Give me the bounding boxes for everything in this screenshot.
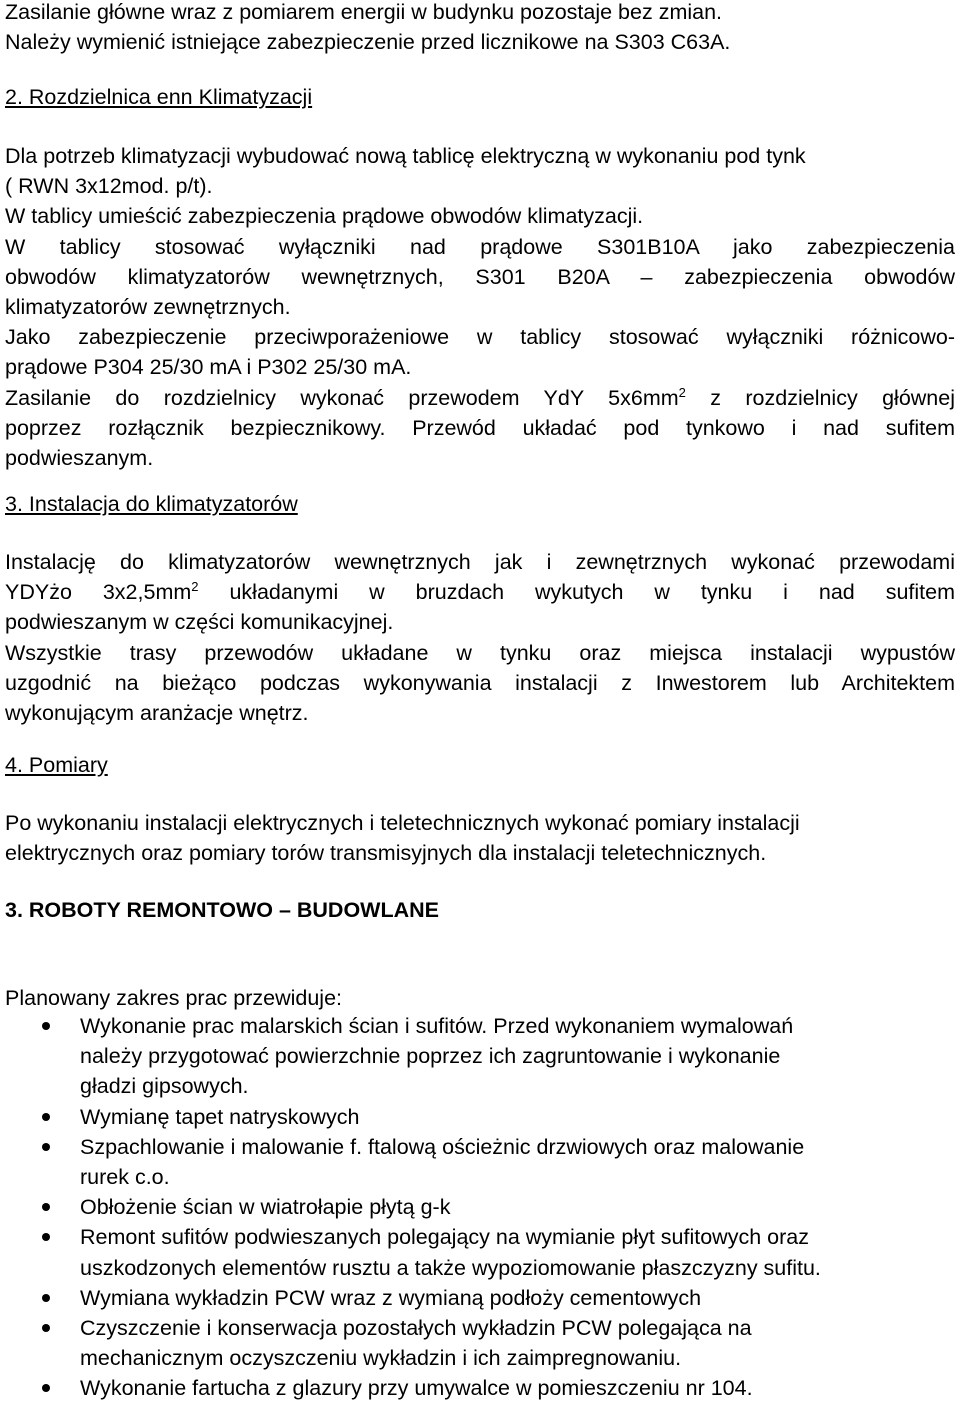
paragraph-line: Jako zabezpieczenie przeciwporażeniowe w tablicy stosować wyłączniki różnicowo-	[5, 325, 955, 350]
list-item	[0, 1283, 960, 1313]
paragraph-line: klimatyzatorów zewnętrznych.	[5, 295, 291, 320]
bullet-icon	[42, 1294, 50, 1302]
text-run: z rozdzielnicy głównej	[685, 385, 955, 410]
list-item	[0, 1222, 960, 1282]
bullet-icon	[42, 1203, 50, 1211]
intro-paragraph	[5, 0, 955, 57]
list-item-line: należy przygotować powierzchnie poprzez ich zagruntowanie i wykonanie	[80, 1044, 781, 1069]
bullet-icon	[42, 1324, 50, 1332]
paragraph-line: Dla potrzeb klimatyzacji wybudować nową tablicę elektryczną w wykonaniu pod tynk	[5, 144, 806, 168]
list-item-line: Obłożenie ścian w wiatrołapie płytą g-k	[80, 1195, 451, 1220]
paragraph-line: podwieszanym w części komunikacyjnej.	[5, 610, 394, 635]
paragraph-line: elektrycznych oraz pomiary torów transmisyjnych dla instalacji teletechnicznych.	[5, 841, 767, 866]
list-item-line: Remont sufitów podwieszanych polegający na wymianie płyt sufitowych oraz	[80, 1225, 809, 1250]
bullet-icon	[42, 1113, 50, 1121]
bullet-icon	[42, 1384, 50, 1392]
list-item-line: Szpachlowanie i malowanie f. ftalową ościeżnic drzwiowych oraz malowanie	[80, 1134, 805, 1159]
paragraph-line: uzgodnić na bieżąco podczas wykonywania instalacji z Inwestorem lub Architektem	[5, 670, 955, 695]
list-item-line: mechanicznym oczyszczeniu wykładzin i ich zaimpregnowaniu.	[80, 1346, 682, 1371]
list-item-line: Wymiana wykładzin PCW wraz z wymianą podłoży cementowych	[80, 1285, 702, 1310]
text-run: Zasilanie do rozdzielnicy wykonać przewodem YdY 5x6mm	[5, 385, 679, 410]
text-run: układanymi w bruzdach wykutych w tynku i nad sufitem	[229, 580, 955, 605]
list-item	[0, 1132, 960, 1192]
text-run: YDYżo 3x2,5mm	[5, 580, 192, 605]
bullet-icon	[42, 1143, 50, 1151]
list-item-line: Czyszczenie i konserwacja pozostałych wykładzin PCW polegająca na	[80, 1316, 752, 1341]
list-item-line: uszkodzonych elementów rusztu a także wypoziomowanie płaszczyzny sufitu.	[80, 1255, 821, 1280]
paragraph-line: ( RWN 3x12mod. p/t).	[5, 174, 213, 199]
paragraph-line	[5, 383, 955, 413]
list-item	[0, 1313, 960, 1373]
intro-line: Zasilanie główne wraz z pomiarem energii w budynku pozostaje bez zmian.	[5, 0, 723, 24]
section-3-body	[5, 547, 955, 728]
section-2-body	[5, 141, 955, 473]
list-item-line: gładzi gipsowych.	[80, 1074, 249, 1099]
bullet-icon	[42, 1233, 50, 1241]
section-heading: 3. Instalacja do klimatyzatorów	[5, 492, 298, 516]
paragraph-line: poprzez rozłącznik bezpiecznikowy. Przewód układać pod tynkowo i nad sufitem	[5, 415, 955, 440]
paragraph-line: W tablicy stosować wyłączniki nad prądowe S301B10A jako zabezpieczenia	[5, 234, 955, 259]
paragraph-line: prądowe P304 25/30 mA i P302 25/30 mA.	[5, 355, 412, 380]
roboty-heading	[5, 895, 955, 925]
intro-line: Należy wymienić istniejące zabezpieczenie przed licznikowe na S303 C63A.	[5, 30, 731, 55]
bullet-icon	[42, 1022, 50, 1030]
section-heading: 2. Rozdzielnica enn Klimatyzacji	[5, 85, 313, 109]
section-heading: 3. ROBOTY REMONTOWO – BUDOWLANE	[5, 898, 439, 922]
paragraph-line: Po wykonaniu instalacji elektrycznych i teletechnicznych wykonać pomiary instalacji	[5, 811, 800, 835]
superscript: 2	[678, 384, 686, 400]
list-intro: Planowany zakres prac przewiduje:	[5, 986, 342, 1010]
paragraph-line: wykonującym aranżacje wnętrz.	[5, 701, 309, 726]
superscript: 2	[191, 579, 199, 595]
paragraph-line: W tablicy umieścić zabezpieczenia prądowe obwodów klimatyzacji.	[5, 204, 644, 229]
paragraph-line: podwieszanym.	[5, 446, 154, 471]
section-4-heading	[5, 750, 955, 780]
list-item	[0, 1102, 960, 1132]
paragraph-line: obwodów klimatyzatorów wewnętrznych, S301 B20A – zabezpieczenia obwodów	[5, 264, 955, 289]
list-item-line: Wykonanie prac malarskich ścian i sufitów. Przed wykonaniem wymalowań	[80, 1014, 794, 1038]
roboty-intro	[5, 983, 955, 1013]
list-item	[0, 1373, 960, 1403]
section-3-heading	[5, 489, 955, 519]
section-2-heading	[5, 82, 955, 112]
list-item-line: Wymianę tapet natryskowych	[80, 1104, 360, 1129]
section-4-body	[5, 808, 955, 868]
section-heading: 4. Pomiary	[5, 753, 108, 777]
work-scope-list	[0, 1011, 960, 1404]
paragraph-line: Instalację do klimatyzatorów wewnętrznych jak i zewnętrznych wykonać przewodami	[5, 550, 955, 574]
list-item-line: rurek c.o.	[80, 1165, 170, 1190]
list-item	[0, 1011, 960, 1102]
paragraph-line: Wszystkie trasy przewodów układane w tynku oraz miejsca instalacji wypustów	[5, 640, 955, 665]
paragraph-line	[5, 577, 955, 607]
list-item-line: Wykonanie fartucha z glazury przy umywalce w pomieszczeniu nr 104.	[80, 1376, 753, 1401]
list-item	[0, 1192, 960, 1222]
